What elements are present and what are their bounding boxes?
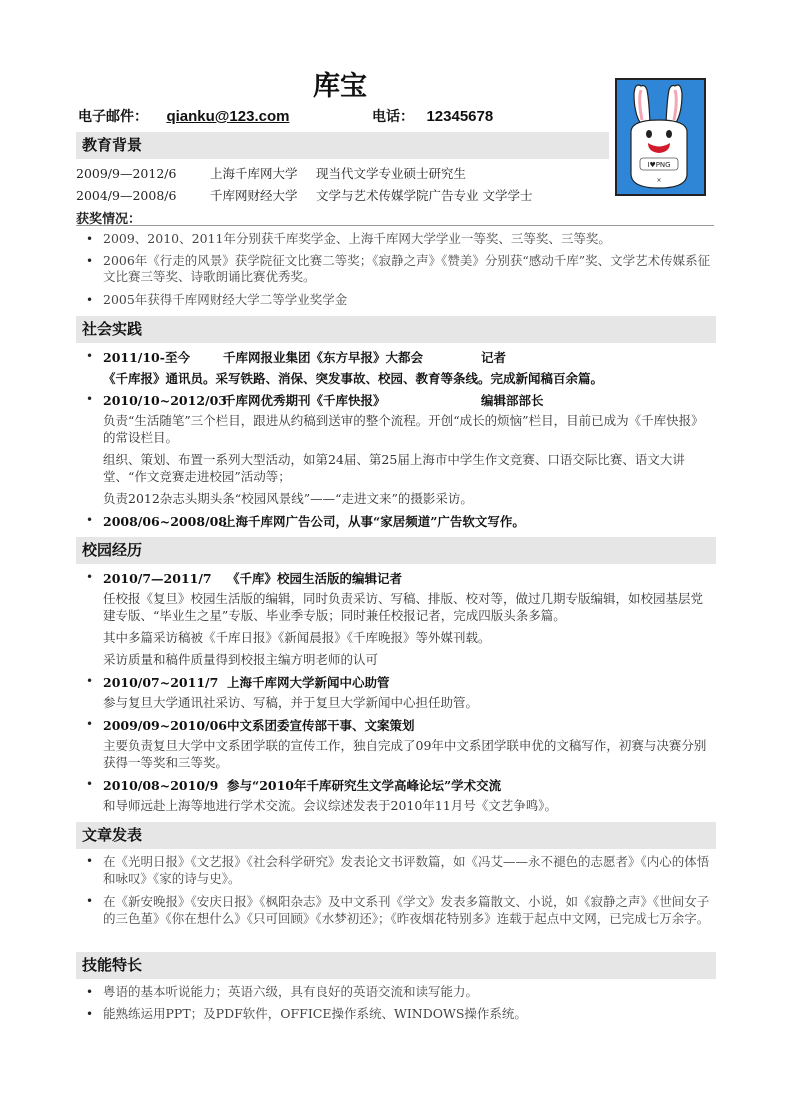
campus-title: 《千库》校园生活版的编辑记者: [227, 571, 403, 586]
rabbit-avatar-icon: [617, 80, 704, 194]
edu-row-2: [76, 186, 532, 204]
bullet-icon: •: [86, 513, 94, 527]
award-item: 2005年获得千库网财经大学二等学业奖学金: [103, 292, 348, 307]
campus-title: 中文系团委宣传部干事、文案策划: [227, 718, 415, 733]
bullet-icon: •: [86, 777, 94, 791]
bullet-icon: •: [86, 254, 94, 268]
edu-degree: 文学与艺术传媒学院广告专业 文学学士: [316, 188, 533, 203]
awards-label: 获奖情况：: [76, 212, 142, 227]
campus-detail: 参与复旦大学通讯社采访、写稿，并于复旦大学新闻中心担任助管。: [103, 695, 479, 710]
campus-item-header: [103, 673, 390, 691]
campus-detail: 采访质量和稿件质量得到校报主编方明老师的认可: [103, 652, 379, 667]
campus-title: 上海千库网大学新闻中心助管: [227, 675, 390, 690]
campus-period: 2010/7—2011/7: [103, 571, 212, 586]
bullet-icon: •: [86, 717, 94, 731]
social-period: 2008/06~2008/08: [103, 514, 227, 529]
bullet-icon: •: [86, 392, 94, 406]
social-role: 编辑部部长: [481, 393, 544, 408]
bullet-icon: •: [86, 570, 94, 584]
social-period: 2010/10~2012/03: [103, 393, 227, 408]
edu-row-1: [76, 164, 466, 182]
bullet-icon: •: [86, 349, 94, 363]
social-org: 千库网报业集团《东方早报》大都会: [223, 350, 424, 365]
bullet-icon: •: [86, 1007, 94, 1021]
social-detail: 负责“生活随笔”三个栏目，跟进从约稿到送审的整个流程。开创“成长的烦恼”栏目，目前已成为《千库快报》的常设栏目。: [103, 413, 704, 445]
phone-value: 12345678: [426, 108, 494, 125]
phone-row: [372, 106, 493, 126]
profile-photo: [615, 78, 706, 196]
edu-degree: 现当代文学专业硕士研究生: [316, 166, 467, 181]
campus-detail: 任校报《复旦》校园生活版的编辑，同时负责采访、写稿、排版、校对等，做过几期专版编辑，如校园基层党建专版、“毕业生之星”专版、毕业季专版；同时兼任校报记者，完成四版头条多篇。: [103, 591, 704, 623]
social-detail: 负责2012杂志头期头条“校园风景线”——“走进文来”的摄影采访。: [103, 491, 473, 506]
campus-period: 2010/08~2010/9: [103, 778, 219, 793]
photo-badge-text: I♥PNG: [647, 161, 671, 169]
campus-period: 2009/09~2010/06: [103, 718, 227, 733]
email-link[interactable]: qianku@123.com: [166, 108, 290, 125]
bullet-icon: •: [86, 232, 94, 246]
award-item: 2006年《行走的风景》获学院征文比赛二等奖；《寂静之声》《赞美》分别获“感动千库”奖、文学艺术传媒系征文比赛三等奖、诗歌朗诵比赛优秀奖。: [103, 253, 711, 284]
email-label: 电子邮件：: [78, 109, 148, 125]
section-articles: 文章发表: [76, 822, 716, 849]
social-item-header: [103, 348, 506, 366]
campus-period: 2010/07~2011/7: [103, 675, 219, 690]
social-item-header: [103, 391, 544, 409]
bullet-icon: •: [86, 854, 94, 868]
article-item: 在《光明日报》《文艺报》《社会科学研究》发表论文书评数篇，如《冯艾——永不褪色的志愿者》《内心的体悟和咏叹》《家的诗与史》。: [103, 854, 710, 886]
bullet-icon: •: [86, 894, 94, 908]
campus-item-header: [103, 776, 501, 794]
award-item: 2009、2010、2011年分别获千库奖学金、上海千库网大学学业一等奖、三等奖、三等奖。: [103, 231, 611, 246]
skill-item: 能熟练运用PPT；及PDF软件，OFFICE操作系统、WINDOWS操作系统。: [103, 1006, 527, 1021]
campus-detail: 和导师远赴上海等地进行学术交流。会议综述发表于2010年11月号《文艺争鸣》。: [103, 798, 557, 813]
article-item: 在《新安晚报》《安庆日报》《枫阳杂志》及中文系刊《学文》发表多篇散文、小说，如《寂静之声》《世间女子的三色堇》《你在想什么》《只可回顾》《水梦初还》；《昨夜烟花特别多》连载于起点中文网，已完成七万余字。: [103, 894, 710, 926]
phone-label: 电话：: [372, 109, 414, 125]
campus-title: 参与“2010年千库研究生文学高峰论坛”学术交流: [227, 778, 502, 793]
campus-item-header: [103, 569, 402, 587]
social-detail: 《千库报》通讯员。采写铁路、消保、突发事故、校园、教育等条线。完成新闻稿百余篇。: [103, 371, 604, 386]
bullet-icon: •: [86, 674, 94, 688]
section-education: 教育背景: [76, 132, 609, 159]
bullet-icon: •: [86, 985, 94, 999]
social-org: 上海千库网广告公司，从事“家居频道”广告软文写作。: [223, 514, 525, 529]
skill-item: 粤语的基本听说能力；英语六级，具有良好的英语交流和读写能力。: [103, 984, 479, 999]
campus-item-header: [103, 716, 415, 734]
email-row: [78, 106, 289, 126]
social-item-header: [103, 512, 525, 530]
social-detail: 组织、策划、布置一系列大型活动，如第24届、第25届上海市中学生作文竞赛、口语交际比赛、语文大讲堂、“作文竞赛走进校园”活动等；: [103, 452, 685, 484]
social-period: 2011/10-至今: [103, 350, 190, 365]
edu-period: 2004/9—2008/6: [76, 188, 177, 203]
campus-detail: 主要负责复旦大学中文系团学联的宣传工作，独自完成了09年中文系团学联申优的文稿写作，初赛与决赛分别获得一等奖和三等奖。: [103, 738, 707, 770]
resume-name: 库宝: [313, 71, 367, 102]
bullet-icon: •: [86, 293, 94, 307]
edu-period: 2009/9—2012/6: [76, 166, 177, 181]
social-org: 千库网优秀期刊《千库快报》: [223, 393, 386, 408]
campus-detail: 其中多篇采访稿被《千库日报》《新闻晨报》《千库晚报》等外媒刊载。: [103, 630, 491, 645]
edu-school: 上海千库网大学: [210, 166, 298, 181]
svg-text:×: ×: [656, 177, 662, 184]
edu-school: 千库网财经大学: [210, 188, 298, 203]
section-social: 社会实践: [76, 316, 716, 343]
section-campus: 校园经历: [76, 537, 716, 564]
social-role: 记者: [481, 350, 507, 365]
section-skills: 技能特长: [76, 952, 716, 979]
awards-divider: [76, 225, 714, 226]
